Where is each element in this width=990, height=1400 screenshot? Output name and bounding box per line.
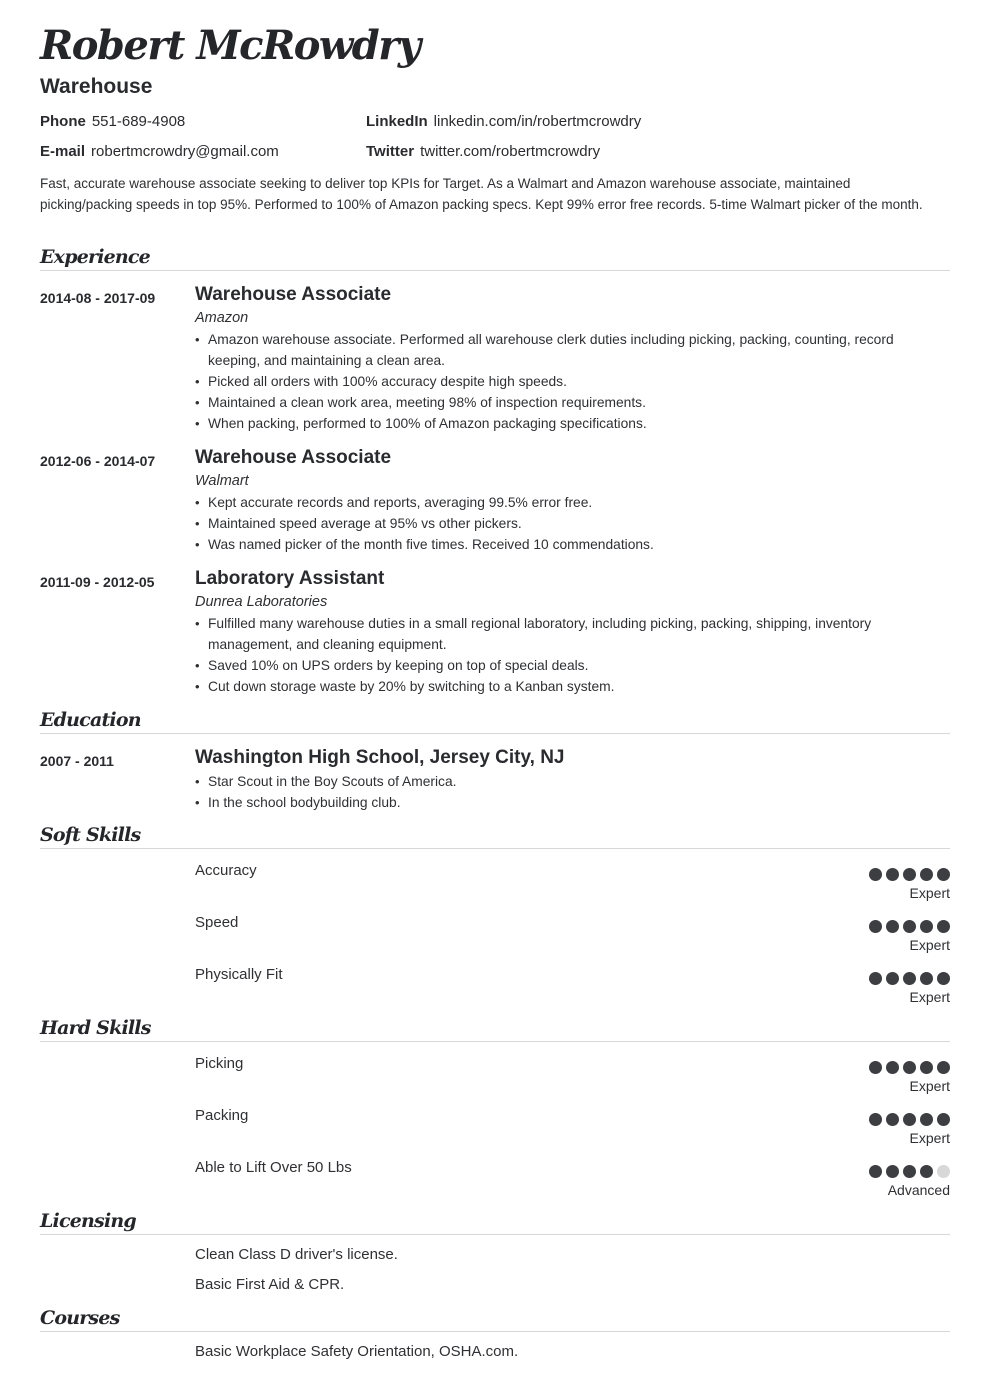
rating-dot-filled-icon — [886, 1165, 899, 1178]
skill-name: Packing — [195, 1107, 249, 1124]
entry-company: Amazon — [195, 310, 249, 326]
bullet-item: • Was named picker of the month five times. Received 10 commendations. — [195, 534, 935, 555]
contact-twitter-value[interactable]: twitter.com/robertmcrowdry — [420, 143, 601, 160]
entry-company: Dunrea Laboratories — [195, 594, 328, 610]
bullet-item: • Saved 10% on UPS orders by keeping on top of special deals. — [195, 655, 935, 676]
contact-linkedin-label: LinkedIn — [366, 113, 428, 130]
rating-dot-filled-icon — [920, 1113, 933, 1126]
section-header-education — [40, 704, 950, 734]
skill-row — [40, 1053, 950, 1099]
bullet-item: • Kept accurate records and reports, averaging 99.5% error free. — [195, 492, 935, 513]
bullet-item: • Fulfilled many warehouse duties in a small regional laboratory, including picking, packing, shipping, inventory management, and cleaning equipment. — [195, 613, 935, 655]
skill-rating — [869, 920, 950, 933]
skill-level: Expert — [909, 937, 950, 953]
skill-level: Expert — [909, 1078, 950, 1094]
rating-dot-filled-icon — [937, 1113, 950, 1126]
rating-dot-filled-icon — [937, 1061, 950, 1074]
section-title: Soft Skills — [40, 824, 141, 846]
section-title: Hard Skills — [40, 1017, 151, 1039]
rating-dot-filled-icon — [903, 920, 916, 933]
rating-dot-filled-icon — [886, 868, 899, 881]
section-header-hard-skills — [40, 1012, 950, 1042]
contact-twitter — [366, 143, 600, 161]
contact-phone-label: Phone — [40, 113, 86, 130]
contact-phone — [40, 113, 185, 131]
skill-rating — [869, 1113, 950, 1126]
rating-dot-filled-icon — [886, 1113, 899, 1126]
rating-dot-filled-icon — [886, 1061, 899, 1074]
skill-rating — [869, 1165, 950, 1178]
skill-name: Physically Fit — [195, 966, 283, 983]
entry-role: Warehouse Associate — [195, 447, 392, 468]
rating-dot-filled-icon — [886, 972, 899, 985]
rating-dot-filled-icon — [920, 1061, 933, 1074]
bullet-item: • Star Scout in the Boy Scouts of America. — [195, 771, 935, 792]
rating-dot-filled-icon — [869, 868, 882, 881]
entry-role: Laboratory Assistant — [195, 568, 385, 589]
rating-dot-filled-icon — [903, 972, 916, 985]
skill-row — [40, 964, 950, 1010]
rating-dot-filled-icon — [903, 1165, 916, 1178]
skill-name: Speed — [195, 914, 239, 931]
rating-dot-filled-icon — [886, 920, 899, 933]
rating-dot-filled-icon — [920, 920, 933, 933]
skill-name: Able to Lift Over 50 Lbs — [195, 1159, 352, 1176]
section-title: Education — [40, 709, 141, 731]
candidate-title: Warehouse — [40, 75, 153, 98]
skill-row — [40, 1157, 950, 1203]
summary-paragraph: Fast, accurate warehouse associate seeking to deliver top KPIs for Target. As a Walmart and Amazon warehouse associate, maintained picking/packing speeds in top 95%. Performed to 100% of Amazon packing specs. Kept 99% error free records. 5-time Walmart picker of the month. — [40, 176, 923, 212]
bullet-item: • When packing, performed to 100% of Amazon packaging specifications. — [195, 413, 935, 434]
skill-rating — [869, 972, 950, 985]
bullet-item: • Cut down storage waste by 20% by switching to a Kanban system. — [195, 676, 935, 697]
entry-dates: 2014-08 - 2017-09 — [40, 290, 156, 306]
skill-level: Expert — [909, 989, 950, 1005]
skill-row — [40, 1105, 950, 1151]
skill-level: Advanced — [887, 1182, 950, 1198]
license-item: Basic First Aid & CPR. — [195, 1276, 345, 1293]
rating-dot-filled-icon — [903, 868, 916, 881]
rating-dot-filled-icon — [869, 1165, 882, 1178]
contact-email — [40, 143, 279, 161]
rating-dot-filled-icon — [937, 868, 950, 881]
section-header-courses — [40, 1302, 950, 1332]
rating-dot-filled-icon — [903, 1061, 916, 1074]
rating-dot-filled-icon — [869, 1061, 882, 1074]
contact-phone-value: 551-689-4908 — [91, 113, 186, 130]
skill-level: Expert — [909, 885, 950, 901]
rating-dot-filled-icon — [937, 972, 950, 985]
contact-linkedin-value[interactable]: linkedin.com/in/robertmcrowdry — [433, 113, 642, 130]
rating-dot-empty-icon — [937, 1165, 950, 1178]
section-header-experience — [40, 241, 950, 271]
entry-company: Walmart — [195, 473, 249, 489]
rating-dot-filled-icon — [903, 1113, 916, 1126]
bullet-item: • Picked all orders with 100% accuracy despite high speeds. — [195, 371, 935, 392]
rating-dot-filled-icon — [920, 972, 933, 985]
candidate-name: Robert McRowdry — [40, 22, 420, 69]
rating-dot-filled-icon — [920, 868, 933, 881]
entry-bullets — [195, 329, 935, 434]
section-title: Licensing — [40, 1210, 136, 1232]
bullet-item: • Maintained a clean work area, meeting 98% of inspection requirements. — [195, 392, 935, 413]
entry-bullets — [195, 613, 935, 697]
bullet-item: • Amazon warehouse associate. Performed all warehouse clerk duties including picking, packing, counting, record keeping, and maintaining a clean area. — [195, 329, 935, 371]
rating-dot-filled-icon — [869, 1113, 882, 1126]
entry-bullets — [195, 771, 935, 813]
skill-rating — [869, 1061, 950, 1074]
license-item: Clean Class D driver's license. — [195, 1246, 398, 1263]
section-title: Experience — [40, 246, 150, 268]
entry-role: Warehouse Associate — [195, 284, 392, 305]
entry-bullets — [195, 492, 935, 555]
rating-dot-filled-icon — [869, 920, 882, 933]
contact-email-label: E-mail — [40, 143, 86, 160]
skill-name: Picking — [195, 1055, 244, 1072]
section-header-licensing — [40, 1205, 950, 1235]
skill-level: Expert — [909, 1130, 950, 1146]
entry-dates: 2012-06 - 2014-07 — [40, 453, 156, 469]
section-header-soft-skills — [40, 819, 950, 849]
entry-dates: 2007 - 2011 — [40, 753, 114, 769]
skill-row — [40, 912, 950, 958]
contact-email-value[interactable]: robertmcrowdry@gmail.com — [91, 143, 279, 160]
entry-dates: 2011-09 - 2012-05 — [40, 574, 155, 590]
course-item: Basic Workplace Safety Orientation, OSHA.com. — [195, 1343, 519, 1360]
skill-name: Accuracy — [195, 862, 257, 879]
section-title: Courses — [40, 1307, 120, 1329]
rating-dot-filled-icon — [937, 920, 950, 933]
skill-row — [40, 860, 950, 906]
skill-rating — [869, 868, 950, 881]
rating-dot-filled-icon — [869, 972, 882, 985]
contact-linkedin — [366, 113, 641, 131]
entry-school: Washington High School, Jersey City, NJ — [195, 747, 565, 768]
bullet-item: • Maintained speed average at 95% vs other pickers. — [195, 513, 935, 534]
contact-twitter-label: Twitter — [366, 143, 415, 160]
rating-dot-filled-icon — [920, 1165, 933, 1178]
bullet-item: • In the school bodybuilding club. — [195, 792, 935, 813]
